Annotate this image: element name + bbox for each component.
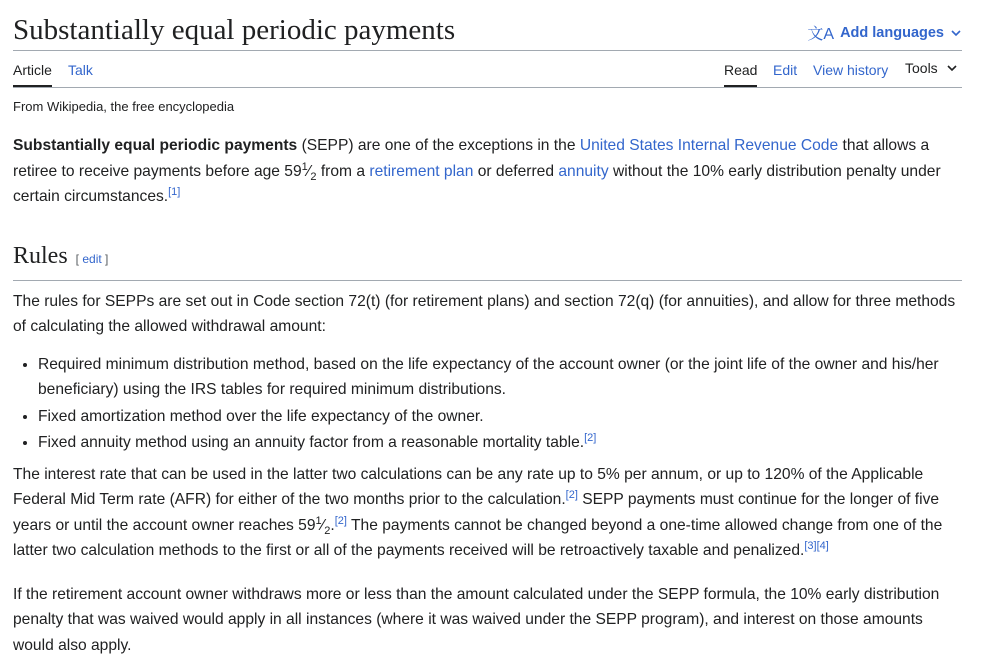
edit-section-link[interactable]: edit xyxy=(82,251,102,266)
list-item: • Fixed amortization method over the life expectancy of the owner. xyxy=(38,404,962,430)
chevron-down-icon xyxy=(950,27,962,39)
ref-2[interactable]: [2] xyxy=(565,488,578,501)
article-body xyxy=(13,133,962,670)
tools-label: Tools xyxy=(905,60,938,76)
tagline: From Wikipedia, the free encyclopedia xyxy=(13,99,235,114)
rules-paragraph: The rules for SEPPs are set out in Code section 72(t) (for retirement plans) and section 72(q) (for annuities), and allow for three methods of calculating the allowed withdrawal amount: xyxy=(13,292,956,335)
ref-2[interactable]: [2] xyxy=(584,431,597,444)
lead-term: Substantially equal periodic payments xyxy=(13,137,298,154)
link-annuity[interactable]: annuity xyxy=(558,162,609,180)
add-languages-button[interactable] xyxy=(807,21,962,44)
tab-read[interactable]: Read xyxy=(724,51,757,87)
tabs-divider xyxy=(13,87,962,88)
tools-menu[interactable] xyxy=(905,51,958,85)
tab-article[interactable]: Article xyxy=(13,51,52,87)
methods-list xyxy=(13,352,962,456)
page-title: Substantially equal periodic payments xyxy=(13,14,456,46)
tab-view-history[interactable]: View history xyxy=(813,62,889,78)
list-item: • Fixed annuity method using an annuity factor from a reasonable mortality table.[2] xyxy=(38,430,962,456)
ref-1[interactable]: [1] xyxy=(168,185,181,198)
fraction-half: $^1⁄_2$ xyxy=(315,514,331,537)
ref-4[interactable]: [4] xyxy=(816,539,829,552)
page-tabs xyxy=(13,51,962,87)
intro-paragraph: Substantially equal periodic payments (SEPP) are one of the exceptions in the United States Internal Revenue Code that allows a retiree to receive payments before age $59^1⁄_2$ from a retirement plan or deferred annuity without the 10% early distribution penalty under certain circumstances.[1] xyxy=(13,137,941,205)
translate-icon: 文A xyxy=(807,26,835,43)
ref-3[interactable]: [3] xyxy=(804,539,817,552)
ref-2[interactable]: [2] xyxy=(334,514,347,527)
tab-edit[interactable]: Edit xyxy=(773,62,798,78)
section-edit: [ edit ] xyxy=(75,251,109,266)
add-languages-label: Add languages xyxy=(840,24,944,41)
fraction-half: $^1⁄_2$ xyxy=(301,160,317,183)
link-retirement-plan[interactable]: retirement plan xyxy=(369,162,474,180)
penalty-paragraph: If the retirement account owner withdraws more or less than the amount calculated under the SEPP formula, the 10% early distribution penalty that was waived would apply in all instances (where it was waived under the SEPP program), and interest on those amounts would also apply. xyxy=(13,585,940,654)
link-irc[interactable]: United States Internal Revenue Code xyxy=(579,137,839,154)
interest-paragraph: The interest rate that can be used in the latter two calculations can be any rate up to 5% per annum, or up to 120% of the Applicable Federal Mid Term rate (AFR) for either of the two months prior to the calculation.[2] SEPP payments must continue for the longer of five years or until the account owner reaches $59^1⁄_2.[2]$ The payments cannot be changed beyond a one-time allowed change from one of the latter two calculation methods to the first or all of the payments received will be retroactively taxable and penalized.[3][4] xyxy=(13,465,943,559)
tab-talk[interactable]: Talk xyxy=(68,62,93,78)
section-heading-rules: Rules [ edit ] xyxy=(13,239,962,281)
chevron-down-icon xyxy=(946,62,958,74)
list-item: • Required minimum distribution method, based on the life expectancy of the account owner (or the joint life of the owner and his/her beneficiary) using the IRS tables for required minimum distributions. xyxy=(38,352,962,403)
